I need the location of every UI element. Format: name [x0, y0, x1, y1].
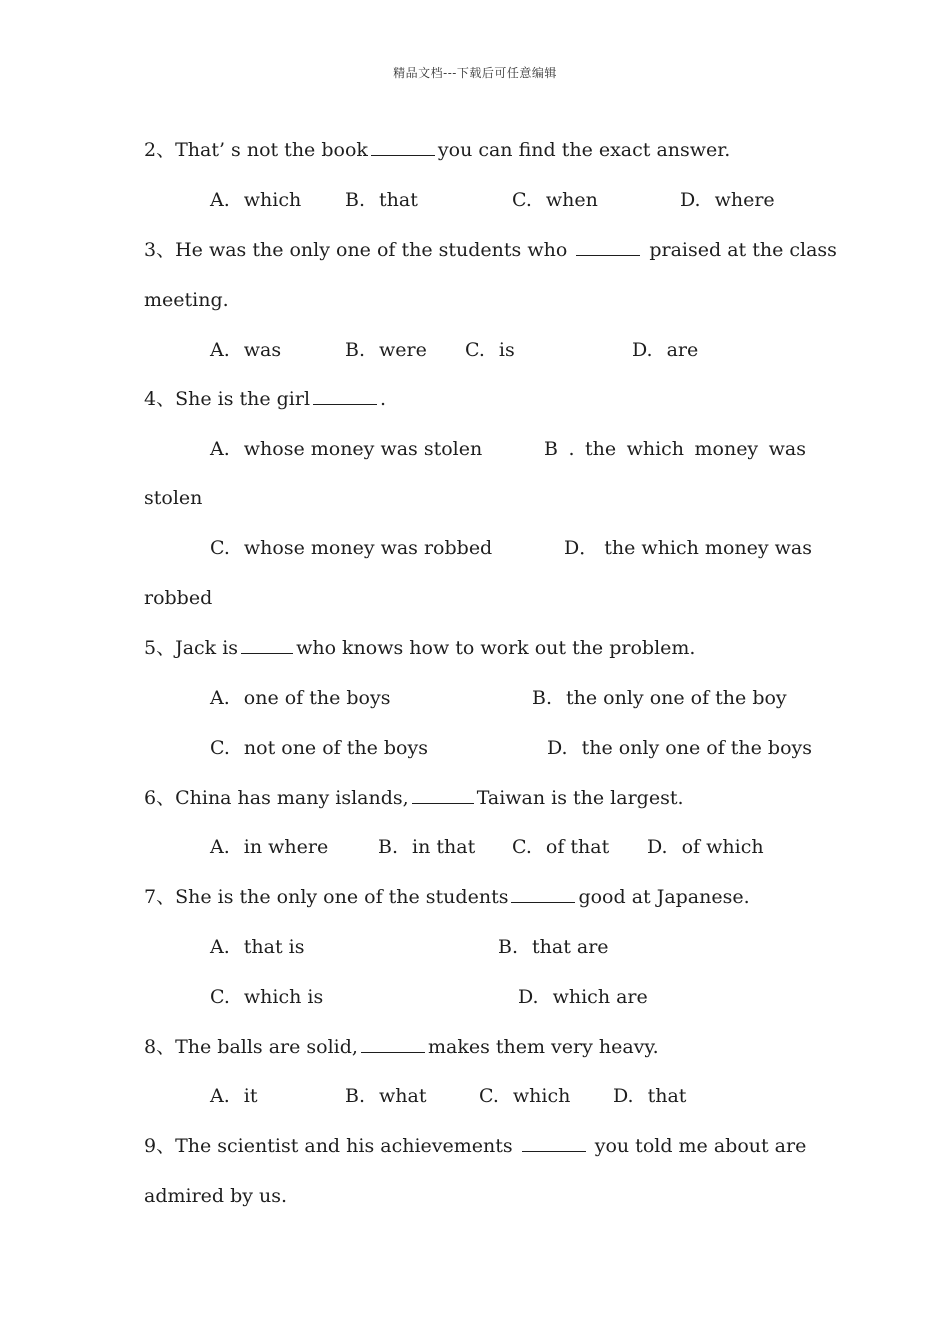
answer-blank: [313, 386, 377, 405]
question-3-continuation: meeting.: [144, 289, 229, 311]
q7-option-c: C. which is: [210, 986, 324, 1008]
q3-option-b: B. were: [345, 339, 427, 361]
q8-option-c: C. which: [479, 1085, 571, 1107]
q6-option-d: D. of which: [647, 836, 764, 858]
q4-option-c: C. whose money was robbed: [210, 537, 493, 559]
q5-option-c: C. not one of the boys: [210, 737, 428, 759]
question-8: 8、The balls are solid, makes them very heavy.: [144, 1036, 659, 1058]
q8-option-b: B. what: [345, 1085, 427, 1107]
q4-option-a: A. whose money was stolen: [210, 438, 483, 460]
question-7: 7、She is the only one of the students good at Japanese.: [144, 886, 750, 908]
q6-option-b: B. in that: [378, 836, 476, 858]
q4-option-b: B . the which money was: [544, 438, 806, 460]
answer-blank: [371, 137, 435, 156]
answer-blank: [412, 785, 474, 804]
q2-option-d: D. where: [680, 189, 775, 211]
q3-option-c: C. is: [465, 339, 515, 361]
q7-option-d: D. which are: [518, 986, 648, 1008]
q3-option-a: A. was: [210, 339, 282, 361]
question-4: 4、She is the girl .: [144, 388, 387, 410]
q8-option-d: D. that: [613, 1085, 687, 1107]
q4-option-d-continuation: robbed: [144, 587, 213, 609]
answer-blank: [361, 1034, 425, 1053]
q4-option-d: D． the which money was: [564, 537, 812, 559]
q7-option-a: A. that is: [210, 936, 305, 958]
question-3: 3、He was the only one of the students who praised at the class: [144, 239, 837, 261]
question-5: 5、Jack is who knows how to work out the problem.: [144, 637, 696, 659]
question-2: 2、That’ s not the book you can find the exact answer.: [144, 139, 731, 161]
q7-option-b: B. that are: [498, 936, 609, 958]
page-header: 精品文档---下载后可任意编辑: [393, 66, 557, 80]
q2-option-a: A. which: [210, 189, 302, 211]
q6-option-c: C. of that: [512, 836, 610, 858]
answer-blank: [522, 1133, 586, 1152]
q6-option-a: A. in where: [210, 836, 329, 858]
question-6: 6、China has many islands, Taiwan is the largest.: [144, 787, 684, 809]
q3-option-d: D. are: [632, 339, 699, 361]
q4-option-b-continuation: stolen: [144, 487, 203, 509]
answer-blank: [241, 635, 293, 654]
answer-blank: [511, 884, 575, 903]
q5-option-d: D. the only one of the boys: [547, 737, 813, 759]
question-9-continuation: admired by us.: [144, 1185, 288, 1207]
q5-option-b: B. the only one of the boy: [532, 687, 787, 709]
answer-blank: [576, 237, 640, 256]
q5-option-a: A. one of the boys: [210, 687, 391, 709]
question-9: 9、The scientist and his achievements you told me about are: [144, 1135, 807, 1157]
q8-option-a: A. it: [210, 1085, 258, 1107]
q2-option-b: B. that: [345, 189, 418, 211]
q2-option-c: C. when: [512, 189, 598, 211]
